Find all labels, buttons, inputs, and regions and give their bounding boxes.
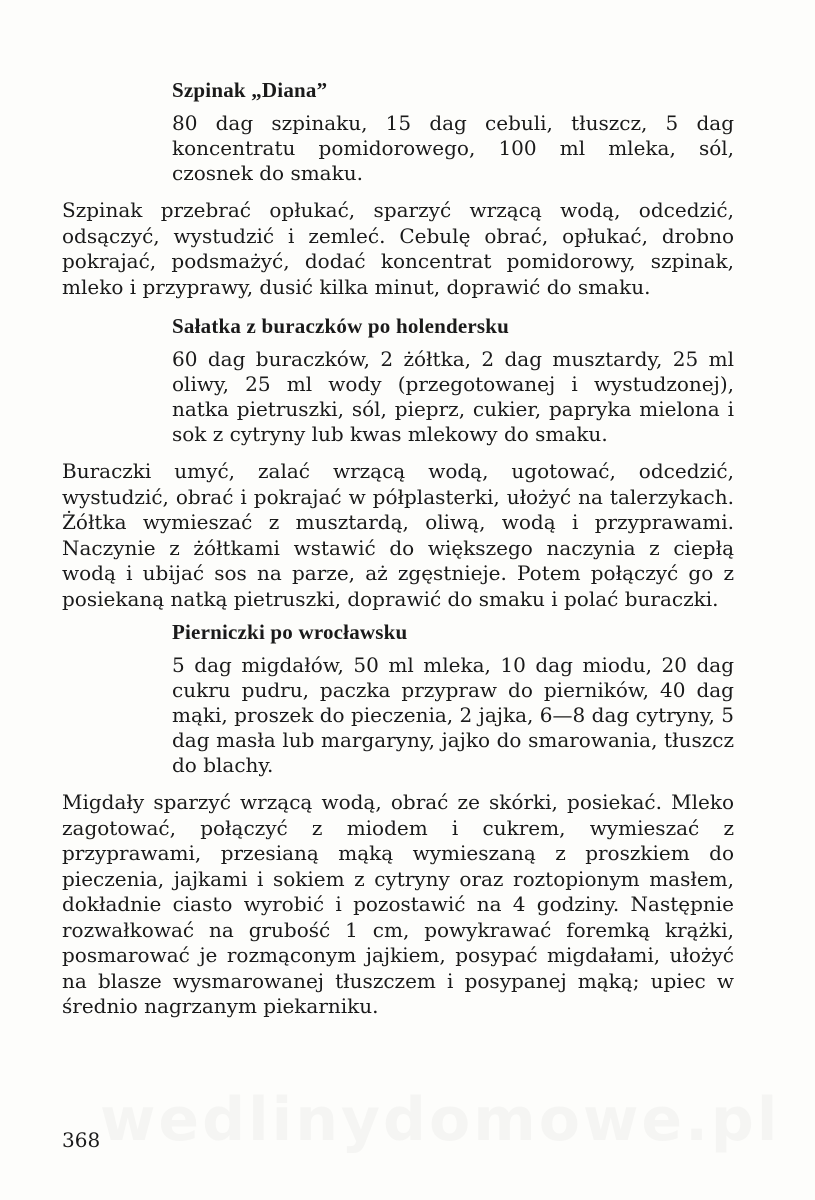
recipe-title: Pierniczki po wrocławsku bbox=[172, 620, 408, 644]
page-number: 368 bbox=[62, 1128, 101, 1152]
recipe-method: Buraczki umyć, zalać wrzącą wodą, ugotować, odcedzić, wystudzić, obrać i pokrajać w półplasterki, ułożyć na talerzykach. Żółtka wymieszać z musztardą, oliwą, wodą i przyprawami. Naczynie z żółtkami wstawić do większego naczynia z ciepłą wodą i ubijać sos na parze, aż zgęstnieje. Potem połączyć go z posiekaną natką pietruszki, doprawić do smaku i polać buraczki. bbox=[62, 459, 734, 611]
recipe-title: Sałatka z buraczków po holendersku bbox=[172, 314, 510, 338]
recipe-pierniczki-po-wroclawsku bbox=[62, 620, 734, 1020]
recipe-ingredients: 80 dag szpinaku, 15 dag cebuli, tłuszcz, 5 dag koncentratu pomidorowego, 100 ml mleka, sól, czosnek do smaku. bbox=[172, 111, 734, 185]
recipe-method: Szpinak przebrać opłukać, sparzyć wrzącą wodą, odcedzić, odsączyć, wystudzić i zemleć. Cebulę obrać, opłukać, drobno pokrajać, podsmażyć, dodać koncentrat pomidorowy, szpinak, mleko i przyprawy, dusić kilka minut, doprawić do smaku. bbox=[62, 198, 734, 299]
recipe-szpinak-diana bbox=[62, 78, 734, 300]
recipe-salatka-z-buraczkow bbox=[62, 314, 734, 612]
recipe-ingredients: 60 dag buraczków, 2 żółtka, 2 dag musztardy, 25 ml oliwy, 25 ml wody (przegotowanej i wystudzonej), natka pietruszki, sól, pieprz, cukier, papryka mielona i sok z cytryny lub kwas mlekowy do smaku. bbox=[172, 347, 734, 446]
watermark: wedlinydomowe.pl bbox=[100, 1085, 781, 1155]
recipe-ingredients: 5 dag migdałów, 50 ml mleka, 10 dag miodu, 20 dag cukru pudru, paczka przypraw do pierników, 40 dag mąki, proszek do pieczenia, 2 jajka, 6—8 dag cytryny, 5 dag masła lub margaryny, jajko do smarowania, tłuszcz do blachy. bbox=[172, 653, 734, 777]
recipe-title: Szpinak „Diana” bbox=[172, 78, 328, 102]
recipe-method: Migdały sparzyć wrzącą wodą, obrać ze skórki, posiekać. Mleko zagotować, połączyć z miodem i cukrem, wymieszać z przyprawami, przesianą mąką wymieszaną z proszkiem do pieczenia, jajkami i sokiem z cytryny oraz roztopionym masłem, dokładnie ciasto wyrobić i pozostawić na 4 godziny. Następnie rozwałkować na grubość 1 cm, powykrawać foremką krążki, posmarować je rozmąconym jajkiem, posypać migdałami, ułożyć na blasze wysmarowanej tłuszczem i posypanej mąką; upiec w średnio nagrzanym piekarniku. bbox=[62, 790, 734, 1018]
